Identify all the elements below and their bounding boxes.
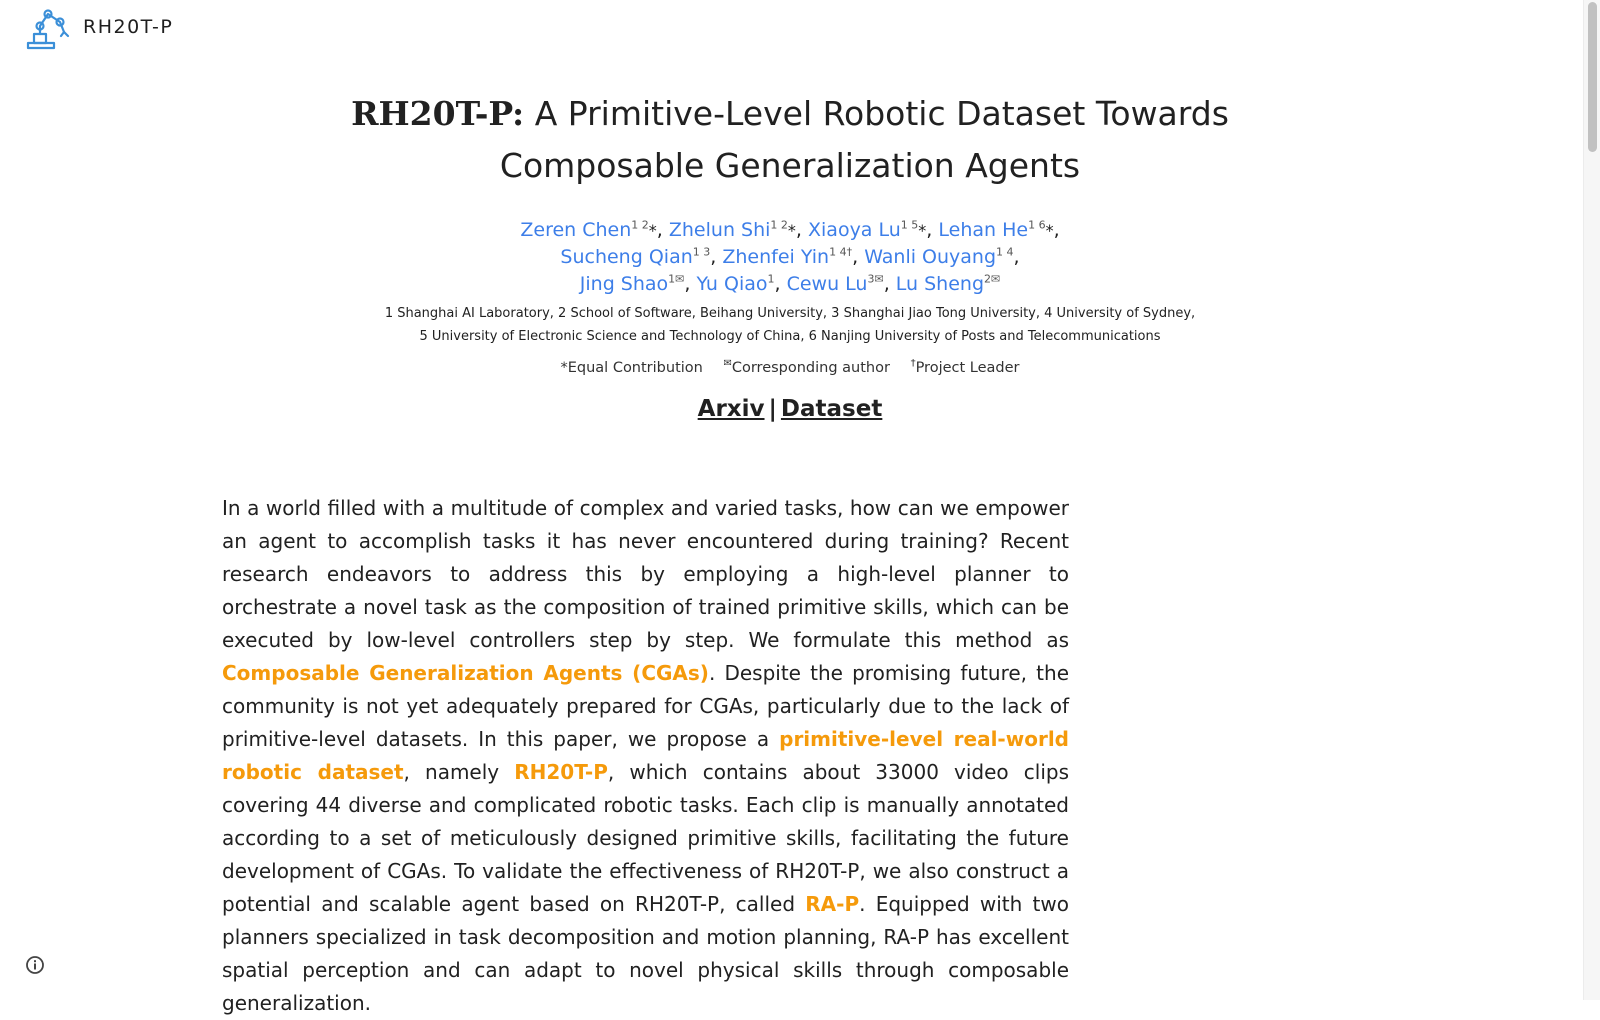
author-separator: , xyxy=(883,273,896,295)
abstract xyxy=(222,492,1069,1020)
author-separator: , xyxy=(684,273,697,295)
author-separator: , xyxy=(852,246,865,268)
author-link[interactable]: Lehan He xyxy=(938,219,1029,241)
affiliations-line1: 1 Shanghai AI Laboratory, 2 School of Software, Beihang University, 3 Shanghai Jiao Tong University, 4 University of Sydney, xyxy=(384,306,1196,321)
scrollbar-thumb[interactable] xyxy=(1588,2,1597,152)
author-affiliation: 1 4† xyxy=(829,245,853,259)
highlight-rh20t-p: RH20T-P xyxy=(514,760,608,784)
affiliations xyxy=(300,302,1280,348)
author-affiliation: 1 2 xyxy=(770,218,788,232)
author-affiliation: 1 6 xyxy=(1028,218,1046,232)
author-separator: , xyxy=(926,219,939,241)
site-header xyxy=(0,0,1580,56)
title-bold: RH20T-P: xyxy=(351,94,525,133)
equal-contribution-note: *Equal Contribution xyxy=(560,360,703,376)
info-icon[interactable] xyxy=(25,955,45,975)
abstract-text: In a world filled with a multitude of complex and varied tasks, how can we empower an agent to accomplish tasks it has never encountered during training? Recent research endeavors to address this by employing a high-level planner to orchestrate a novel task as the composition of trained primitive skills, which can be executed by low-level controllers step by step. We formulate this method as xyxy=(222,496,1069,652)
author-mark: * xyxy=(648,221,657,240)
abstract-text: , which contains about 33000 video clips covering 44 diverse and complicated robotic tasks. Each clip is manually annotated according to a set of meticulously designed primitive skills, facilitating the future development of CGAs. To validate the effectiveness of RH20T-P, we also construct a potential and scalable agent based on RH20T-P, called xyxy=(222,760,1069,916)
affiliations-line2: 5 University of Electronic Science and Technology of China, 6 Nanjing University of Posts and Telecommunications xyxy=(419,329,1161,344)
author-separator: , xyxy=(774,273,787,295)
author-link[interactable]: Cewu Lu xyxy=(786,273,868,295)
highlight-dataset: primitive-level real-world robotic dataset xyxy=(222,727,1069,784)
author-link[interactable]: Wanli Ouyang xyxy=(864,246,997,268)
resource-links xyxy=(300,396,1280,422)
author-link[interactable]: Zeren Chen xyxy=(520,219,632,241)
author-link[interactable]: Zhenfei Yin xyxy=(722,246,830,268)
dagger-mark: † xyxy=(910,358,916,370)
page-scrollbar[interactable] xyxy=(1583,0,1600,1000)
author-affiliation: 1 xyxy=(767,272,775,286)
arxiv-link[interactable]: Arxiv xyxy=(697,396,765,422)
link-separator: | xyxy=(768,396,777,422)
author-affiliation: 1 2 xyxy=(631,218,649,232)
corresponding-author-note: Corresponding author xyxy=(731,360,890,376)
author-mark: * xyxy=(918,221,927,240)
author-affiliation: 2✉ xyxy=(984,272,1001,286)
author-mark: * xyxy=(1045,221,1054,240)
abstract-text: , namely xyxy=(403,760,515,784)
paper-title xyxy=(300,88,1280,192)
author-affiliation: 3✉ xyxy=(867,272,884,286)
author-separator: , xyxy=(795,219,808,241)
contribution-notes xyxy=(300,360,1280,376)
author-separator: , xyxy=(1013,246,1020,268)
author-affiliation: 1 4 xyxy=(996,245,1014,259)
site-title[interactable]: RH20T-P xyxy=(83,16,174,38)
mail-icon: ✉ xyxy=(723,358,732,370)
author-link[interactable]: Lu Sheng xyxy=(895,273,985,295)
abstract-text: . Equipped with two planners specialized in task decomposition and motion planning, RA-P has excellent spatial perception and can adapt to novel physical skills through composable generalization. xyxy=(222,892,1069,1015)
author-affiliation: 1✉ xyxy=(668,272,685,286)
author-affiliation: 1 3 xyxy=(692,245,711,259)
title-line1: A Primitive-Level Robotic Dataset Towards xyxy=(534,94,1229,133)
author-affiliation: 1 5 xyxy=(900,218,919,232)
author-link[interactable]: Xiaoya Lu xyxy=(808,219,901,241)
author-separator: , xyxy=(1053,219,1060,241)
author-mark: * xyxy=(787,221,796,240)
author-link[interactable]: Sucheng Qian xyxy=(560,246,693,268)
author-link[interactable]: Jing Shao xyxy=(579,273,669,295)
project-leader-note: Project Leader xyxy=(915,360,1020,376)
highlight-cgas: Composable Generalization Agents (CGAs) xyxy=(222,661,709,685)
robot-arm-icon[interactable] xyxy=(26,8,70,50)
author-separator: , xyxy=(710,246,723,268)
author-link[interactable]: Zhelun Shi xyxy=(668,219,771,241)
highlight-ra-p: RA-P xyxy=(805,892,860,916)
abstract-text: . Despite the promising future, the community is not yet adequately prepared for CGAs, particularly due to the lack of primitive-level datasets. In this paper, we propose a xyxy=(222,661,1070,751)
author-separator: , xyxy=(656,219,669,241)
title-line2: Composable Generalization Agents xyxy=(499,146,1081,185)
author-list xyxy=(300,217,1280,298)
author-link[interactable]: Yu Qiao xyxy=(696,273,768,295)
dataset-link[interactable]: Dataset xyxy=(780,396,883,422)
